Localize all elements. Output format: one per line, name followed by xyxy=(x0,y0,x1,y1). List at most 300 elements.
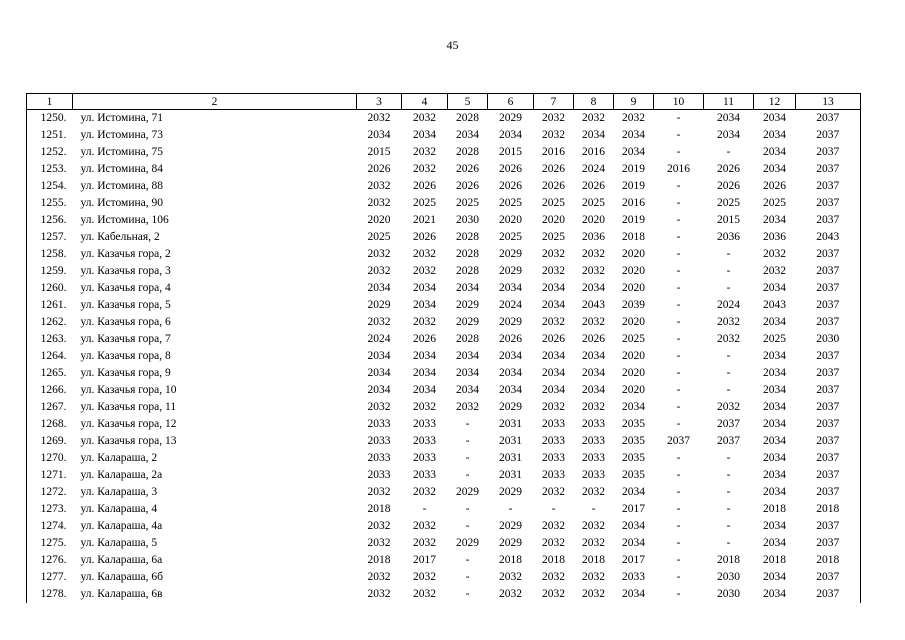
year-cell: 2034 xyxy=(763,571,786,583)
year-cell: 2032 xyxy=(367,197,391,209)
year-cell: 2019 xyxy=(622,214,645,226)
year-cell: 2033 xyxy=(413,435,436,447)
year-cell: 2034 xyxy=(413,350,436,362)
address-cell: ул. Истомина, 88 xyxy=(80,180,163,192)
year-cell: 2032 xyxy=(413,316,436,328)
year-cell: 2032 xyxy=(367,112,391,124)
year-cell: 2037 xyxy=(796,246,861,263)
year-cell: 2034 xyxy=(717,112,740,124)
year-cell: 2030 xyxy=(717,588,740,600)
year-cell: 2034 xyxy=(499,282,522,294)
year-cell: 2034 xyxy=(367,282,391,294)
year-cell: - xyxy=(676,180,681,192)
year-cell: - xyxy=(726,367,731,379)
year-cell: 2029 xyxy=(456,537,479,549)
year-cell: 2032 xyxy=(367,265,391,277)
year-cell: 2032 xyxy=(582,112,605,124)
year-cell: 2032 xyxy=(367,537,391,549)
table-row xyxy=(27,501,861,518)
year-cell: 2034 xyxy=(763,316,786,328)
year-cell: - xyxy=(676,333,681,345)
year-cell: 2037 xyxy=(796,178,861,195)
year-cell: - xyxy=(726,520,731,532)
year-cell: - xyxy=(676,571,681,583)
table-row xyxy=(27,467,861,484)
row-number-cell: 1258. xyxy=(27,246,73,263)
year-cell: - xyxy=(508,503,513,515)
year-cell: 2032 xyxy=(542,129,565,141)
year-cell: - xyxy=(465,503,470,515)
year-cell: - xyxy=(676,503,681,515)
year-cell: 2020 xyxy=(622,367,645,379)
table-row xyxy=(27,535,861,552)
year-cell: 2036 xyxy=(582,231,605,243)
year-cell: 2034 xyxy=(582,384,605,396)
year-cell: - xyxy=(676,469,681,481)
table-row xyxy=(27,297,861,314)
year-cell: 2026 xyxy=(456,180,479,192)
year-cell: - xyxy=(676,537,681,549)
year-cell: 2026 xyxy=(413,333,436,345)
year-cell: 2032 xyxy=(413,112,436,124)
address-cell: ул. Истомина, 106 xyxy=(80,214,169,226)
address-cell: ул. Истомина, 73 xyxy=(80,129,163,141)
year-cell: 2034 xyxy=(367,350,391,362)
year-cell: 2037 xyxy=(796,416,861,433)
year-cell: 2032 xyxy=(582,588,605,600)
year-cell: 2032 xyxy=(717,333,740,345)
year-cell: 2018 xyxy=(622,231,645,243)
year-cell: 2034 xyxy=(582,367,605,379)
year-cell: 2032 xyxy=(367,571,391,583)
year-cell: 2034 xyxy=(456,129,479,141)
table-row xyxy=(27,314,861,331)
year-cell: 2034 xyxy=(763,146,786,158)
table-row xyxy=(27,212,861,229)
year-cell: 2037 xyxy=(717,435,740,447)
year-cell: 2034 xyxy=(542,350,565,362)
year-cell: 2043 xyxy=(796,229,861,246)
year-cell: 2034 xyxy=(542,384,565,396)
year-cell: 2034 xyxy=(542,299,565,311)
year-cell: 2035 xyxy=(622,452,645,464)
year-cell: 2029 xyxy=(499,265,522,277)
year-cell: 2018 xyxy=(763,554,786,566)
address-cell: ул. Казачья гора, 5 xyxy=(80,299,171,311)
year-cell: - xyxy=(726,265,731,277)
year-cell: 2034 xyxy=(499,384,522,396)
year-cell: 2032 xyxy=(582,316,605,328)
year-cell: - xyxy=(726,537,731,549)
year-cell: 2037 xyxy=(796,144,861,161)
address-cell: ул. Казачья гора, 10 xyxy=(80,384,177,396)
year-cell: 2034 xyxy=(582,282,605,294)
year-cell: 2034 xyxy=(763,435,786,447)
row-number-cell: 1265. xyxy=(27,365,73,382)
table-row xyxy=(27,433,861,450)
table-row xyxy=(27,348,861,365)
year-cell: 2028 xyxy=(456,248,479,260)
year-cell: 2026 xyxy=(456,163,479,175)
column-header-9: 9 xyxy=(614,94,654,110)
year-cell: - xyxy=(676,231,681,243)
year-cell: 2016 xyxy=(622,197,645,209)
year-cell: 2032 xyxy=(367,486,391,498)
year-cell: 2032 xyxy=(582,520,605,532)
year-cell: 2037 xyxy=(796,467,861,484)
year-cell: 2025 xyxy=(413,197,436,209)
year-cell: 2037 xyxy=(796,110,861,128)
year-cell: 2037 xyxy=(796,586,861,603)
address-cell: ул. Истомина, 84 xyxy=(80,163,163,175)
year-cell: 2032 xyxy=(763,248,786,260)
year-cell: 2017 xyxy=(622,554,645,566)
year-cell: 2024 xyxy=(499,299,522,311)
year-cell: 2020 xyxy=(622,265,645,277)
row-number-cell: 1269. xyxy=(27,433,73,450)
year-cell: 2018 xyxy=(542,554,565,566)
year-cell: 2020 xyxy=(622,316,645,328)
year-cell: 2031 xyxy=(499,469,522,481)
year-cell: 2020 xyxy=(622,384,645,396)
row-number-cell: 1261. xyxy=(27,297,73,314)
year-cell: 2029 xyxy=(456,299,479,311)
year-cell: - xyxy=(676,129,681,141)
year-cell: 2034 xyxy=(367,129,391,141)
year-cell: 2021 xyxy=(413,214,436,226)
year-cell: 2035 xyxy=(622,469,645,481)
year-cell: 2037 xyxy=(667,435,690,447)
address-cell: ул. Казачья гора, 11 xyxy=(80,401,177,413)
address-cell: ул. Кабельная, 2 xyxy=(80,231,160,243)
table-row xyxy=(27,450,861,467)
row-number-cell: 1250. xyxy=(27,110,73,128)
year-cell: - xyxy=(676,316,681,328)
address-cell: ул. Казачья гора, 7 xyxy=(80,333,171,345)
year-cell: - xyxy=(676,452,681,464)
year-cell: 2037 xyxy=(796,195,861,212)
year-cell: 2034 xyxy=(456,282,479,294)
year-cell: 2034 xyxy=(763,367,786,379)
table-row xyxy=(27,127,861,144)
year-cell: 2032 xyxy=(542,112,565,124)
year-cell: 2032 xyxy=(582,571,605,583)
year-cell: 2018 xyxy=(796,552,861,569)
row-number-cell: 1263. xyxy=(27,331,73,348)
year-cell: - xyxy=(676,554,681,566)
year-cell: 2034 xyxy=(763,418,786,430)
row-number-cell: 1255. xyxy=(27,195,73,212)
row-number-cell: 1275. xyxy=(27,535,73,552)
year-cell: 2020 xyxy=(542,214,565,226)
year-cell: 2032 xyxy=(367,588,391,600)
year-cell: 2033 xyxy=(413,418,436,430)
year-cell: 2029 xyxy=(499,316,522,328)
year-cell: 2026 xyxy=(582,180,605,192)
row-number-cell: 1260. xyxy=(27,280,73,297)
year-cell: 2033 xyxy=(367,452,391,464)
year-cell: 2036 xyxy=(763,231,786,243)
row-number-cell: 1273. xyxy=(27,501,73,518)
year-cell: 2026 xyxy=(763,180,786,192)
row-number-cell: 1259. xyxy=(27,263,73,280)
year-cell: 2033 xyxy=(582,469,605,481)
year-cell: 2029 xyxy=(499,112,522,124)
address-cell: ул. Казачья гора, 9 xyxy=(80,367,171,379)
year-cell: 2029 xyxy=(456,316,479,328)
year-cell: 2034 xyxy=(456,350,479,362)
year-cell: 2032 xyxy=(367,520,391,532)
year-cell: 2033 xyxy=(582,452,605,464)
address-cell: ул. Калараша, 3 xyxy=(80,486,158,498)
year-cell: 2034 xyxy=(413,129,436,141)
year-cell: 2032 xyxy=(499,571,522,583)
address-cell: ул. Истомина, 90 xyxy=(80,197,163,209)
year-cell: 2033 xyxy=(582,435,605,447)
year-cell: 2032 xyxy=(717,316,740,328)
row-number-cell: 1257. xyxy=(27,229,73,246)
year-cell: 2037 xyxy=(796,450,861,467)
year-cell: - xyxy=(726,452,731,464)
year-cell: 2034 xyxy=(763,384,786,396)
year-cell: 2026 xyxy=(582,333,605,345)
year-cell: 2028 xyxy=(456,231,479,243)
year-cell: 2033 xyxy=(622,571,645,583)
year-cell: 2029 xyxy=(499,401,522,413)
year-cell: 2019 xyxy=(622,163,645,175)
year-cell: 2020 xyxy=(499,214,522,226)
year-cell: 2018 xyxy=(367,503,391,515)
row-number-cell: 1253. xyxy=(27,161,73,178)
year-cell: 2031 xyxy=(499,418,522,430)
year-cell: 2033 xyxy=(367,469,391,481)
year-cell: 2029 xyxy=(499,537,522,549)
year-cell: 2033 xyxy=(542,469,565,481)
table-row xyxy=(27,586,861,603)
address-cell: ул. Казачья гора, 13 xyxy=(80,435,177,447)
year-cell: 2032 xyxy=(413,146,436,158)
year-cell: 2032 xyxy=(622,112,645,124)
year-cell: - xyxy=(591,503,596,515)
year-cell: 2025 xyxy=(499,231,522,243)
year-cell: - xyxy=(676,214,681,226)
table-row xyxy=(27,382,861,399)
row-number-cell: 1277. xyxy=(27,569,73,586)
address-cell: ул. Калараша, 6б xyxy=(80,571,163,583)
address-cell: ул. Калараша, 4а xyxy=(80,520,163,532)
table-row xyxy=(27,229,861,246)
year-cell: - xyxy=(676,401,681,413)
year-cell: 2025 xyxy=(763,197,786,209)
year-cell: 2034 xyxy=(763,214,786,226)
year-cell: 2037 xyxy=(796,399,861,416)
year-cell: 2032 xyxy=(542,588,565,600)
year-cell: 2034 xyxy=(413,367,436,379)
year-cell: 2034 xyxy=(413,299,436,311)
year-cell: 2037 xyxy=(796,484,861,501)
year-cell: 2016 xyxy=(667,163,690,175)
address-cell: ул. Калараша, 6а xyxy=(80,554,163,566)
year-cell: 2034 xyxy=(763,486,786,498)
year-cell: 2032 xyxy=(413,520,436,532)
year-cell: 2032 xyxy=(582,486,605,498)
year-cell: 2018 xyxy=(796,501,861,518)
year-cell: 2029 xyxy=(367,299,391,311)
column-header-3: 3 xyxy=(357,94,402,110)
address-cell: ул. Казачья гора, 8 xyxy=(80,350,171,362)
year-cell: 2024 xyxy=(367,333,391,345)
year-cell: 2017 xyxy=(413,554,436,566)
table-row xyxy=(27,178,861,195)
year-cell: 2026 xyxy=(367,163,391,175)
table-row xyxy=(27,484,861,501)
row-number-cell: 1278. xyxy=(27,586,73,603)
year-cell: - xyxy=(726,503,731,515)
year-cell: - xyxy=(676,197,681,209)
year-cell: - xyxy=(726,384,731,396)
address-cell: ул. Калараша, 5 xyxy=(80,537,158,549)
year-cell: - xyxy=(676,418,681,430)
address-cell: ул. Калараша, 2 xyxy=(80,452,158,464)
year-cell: 2019 xyxy=(622,180,645,192)
year-cell: 2037 xyxy=(796,280,861,297)
year-cell: 2032 xyxy=(582,265,605,277)
year-cell: 2036 xyxy=(717,231,740,243)
year-cell: 2034 xyxy=(763,112,786,124)
year-cell: 2032 xyxy=(367,248,391,260)
column-header-8: 8 xyxy=(574,94,614,110)
year-cell: 2032 xyxy=(413,248,436,260)
address-cell: ул. Казачья гора, 2 xyxy=(80,248,171,260)
year-cell: 2034 xyxy=(763,537,786,549)
table-row xyxy=(27,195,861,212)
row-number-cell: 1267. xyxy=(27,399,73,416)
column-header-2: 2 xyxy=(73,94,357,110)
column-header-7: 7 xyxy=(534,94,574,110)
year-cell: 2043 xyxy=(763,299,786,311)
table-row xyxy=(27,569,861,586)
column-header-13: 13 xyxy=(796,94,861,110)
year-cell: 2028 xyxy=(456,265,479,277)
year-cell: 2018 xyxy=(367,554,391,566)
year-cell: 2033 xyxy=(413,469,436,481)
year-cell: 2018 xyxy=(499,554,522,566)
year-cell: 2029 xyxy=(456,486,479,498)
year-cell: 2034 xyxy=(622,146,645,158)
year-cell: 2032 xyxy=(542,520,565,532)
column-header-5: 5 xyxy=(448,94,488,110)
year-cell: 2030 xyxy=(717,571,740,583)
year-cell: 2026 xyxy=(413,231,436,243)
table-row xyxy=(27,110,861,128)
year-cell: 2034 xyxy=(763,282,786,294)
year-cell: 2025 xyxy=(622,333,645,345)
year-cell: 2030 xyxy=(796,331,861,348)
data-table xyxy=(26,93,861,603)
row-number-cell: 1268. xyxy=(27,416,73,433)
year-cell: 2015 xyxy=(499,146,522,158)
row-number-cell: 1252. xyxy=(27,144,73,161)
year-cell: 2032 xyxy=(413,401,436,413)
address-cell: ул. Истомина, 75 xyxy=(80,146,163,158)
year-cell: 2016 xyxy=(542,146,565,158)
year-cell: 2026 xyxy=(499,163,522,175)
year-cell: 2037 xyxy=(796,348,861,365)
address-cell: ул. Казачья гора, 12 xyxy=(80,418,177,430)
year-cell: 2037 xyxy=(796,263,861,280)
year-cell: 2024 xyxy=(717,299,740,311)
row-number-cell: 1272. xyxy=(27,484,73,501)
year-cell: 2034 xyxy=(763,588,786,600)
row-number-cell: 1256. xyxy=(27,212,73,229)
year-cell: 2034 xyxy=(763,520,786,532)
year-cell: 2028 xyxy=(456,333,479,345)
year-cell: 2026 xyxy=(542,163,565,175)
year-cell: 2032 xyxy=(542,571,565,583)
year-cell: 2034 xyxy=(763,401,786,413)
year-cell: 2034 xyxy=(622,401,645,413)
year-cell: 2025 xyxy=(582,197,605,209)
year-cell: - xyxy=(465,435,470,447)
year-cell: - xyxy=(676,350,681,362)
year-cell: - xyxy=(676,486,681,498)
year-cell: - xyxy=(676,112,681,124)
year-cell: 2037 xyxy=(796,212,861,229)
year-cell: 2025 xyxy=(763,333,786,345)
year-cell: 2034 xyxy=(456,367,479,379)
year-cell: 2018 xyxy=(717,554,740,566)
year-cell: 2034 xyxy=(542,282,565,294)
year-cell: 2033 xyxy=(542,452,565,464)
row-number-cell: 1264. xyxy=(27,348,73,365)
year-cell: 2034 xyxy=(622,537,645,549)
year-cell: 2032 xyxy=(413,265,436,277)
year-cell: 2032 xyxy=(542,486,565,498)
table-header-row xyxy=(27,94,861,110)
column-header-6: 6 xyxy=(488,94,534,110)
year-cell: 2029 xyxy=(499,248,522,260)
column-header-10: 10 xyxy=(654,94,704,110)
year-cell: 2037 xyxy=(717,418,740,430)
year-cell: - xyxy=(726,486,731,498)
year-cell: 2033 xyxy=(413,452,436,464)
year-cell: 2033 xyxy=(367,418,391,430)
year-cell: 2034 xyxy=(542,367,565,379)
year-cell: 2034 xyxy=(717,129,740,141)
year-cell: 2028 xyxy=(456,146,479,158)
year-cell: - xyxy=(422,503,427,515)
year-cell: 2029 xyxy=(499,486,522,498)
table-row xyxy=(27,280,861,297)
year-cell: 2032 xyxy=(499,588,522,600)
year-cell: 2034 xyxy=(582,129,605,141)
address-cell: ул. Казачья гора, 3 xyxy=(80,265,171,277)
year-cell: 2037 xyxy=(796,127,861,144)
year-cell: 2034 xyxy=(622,588,645,600)
column-header-12: 12 xyxy=(754,94,796,110)
year-cell: - xyxy=(676,146,681,158)
address-cell: ул. Калараша, 2а xyxy=(80,469,163,481)
table-row xyxy=(27,552,861,569)
year-cell: 2034 xyxy=(413,282,436,294)
year-cell: 2015 xyxy=(717,214,740,226)
year-cell: 2020 xyxy=(367,214,391,226)
table-row xyxy=(27,331,861,348)
row-number-cell: 1276. xyxy=(27,552,73,569)
row-number-cell: 1274. xyxy=(27,518,73,535)
year-cell: 2026 xyxy=(717,180,740,192)
year-cell: 2039 xyxy=(622,299,645,311)
